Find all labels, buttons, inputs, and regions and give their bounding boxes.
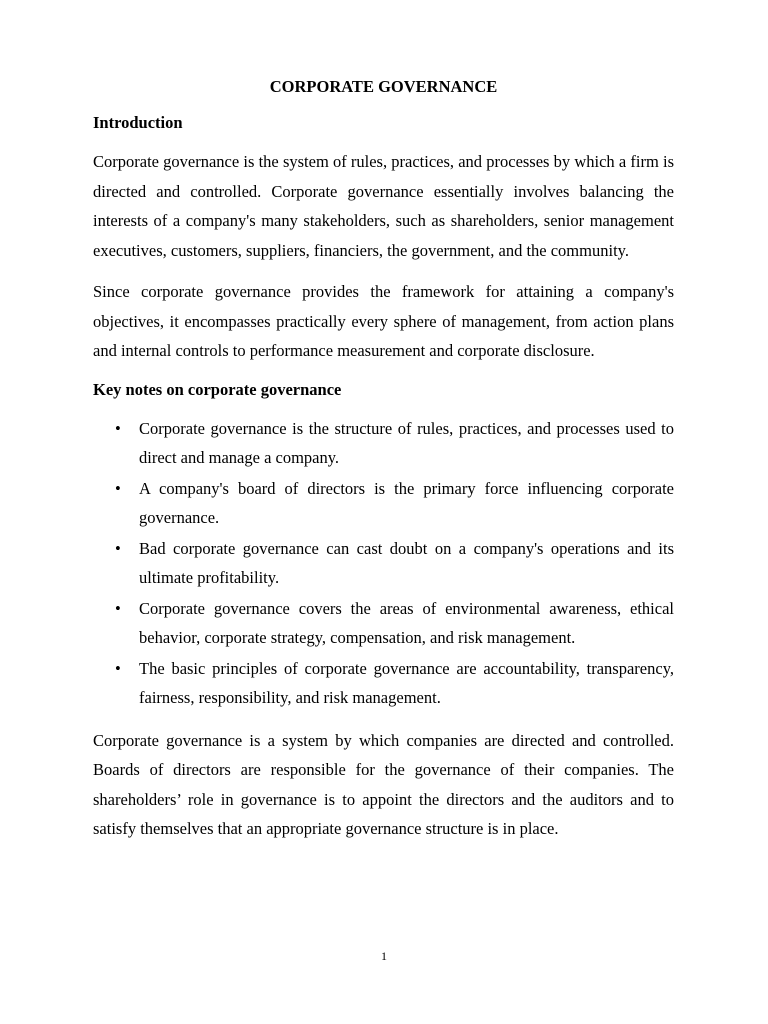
list-item — [93, 594, 674, 653]
intro-paragraph-2: Since corporate governance provides the framework for attaining a company's objectives, it encompasses practically every sphere of management, from action plans and internal controls to performance measurement and corporate disclosure. — [93, 282, 674, 360]
intro-paragraph-1: Corporate governance is the system of rules, practices, and processes by which a firm is directed and controlled. Corporate governance essentially involves balancing the interests of a company's many stakeholders, such as shareholders, senior management executives, customers, suppliers, financiers, the government, and the community. — [93, 152, 674, 260]
bullet-icon: • — [115, 418, 121, 438]
bullet-icon: • — [115, 478, 121, 498]
introduction-heading: Introduction — [93, 113, 183, 132]
page-number: 1 — [381, 949, 387, 963]
key-notes-heading: Key notes on corporate governance — [93, 379, 342, 399]
document-body — [93, 75, 674, 856]
bullet-icon: • — [115, 598, 121, 618]
list-item-text: Corporate governance is the structure of rules, practices, and processes used to direct and manage a company. — [139, 418, 674, 467]
list-item-text: Corporate governance covers the areas of environmental awareness, ethical behavior, corporate strategy, compensation, and risk management. — [139, 598, 674, 647]
document-title: CORPORATE GOVERNANCE — [269, 77, 498, 96]
list-item-text: The basic principles of corporate governance are accountability, transparency, fairness, responsibility, and risk management. — [139, 658, 674, 707]
list-item — [93, 414, 674, 473]
list-item — [93, 654, 674, 713]
key-notes-list — [93, 414, 674, 713]
bullet-icon: • — [115, 658, 121, 678]
closing-paragraph: Corporate governance is a system by which companies are directed and controlled. Boards of directors are responsible for the governance of their companies. The shareholders’ role in governance is to appoint the directors and the auditors and to satisfy themselves that an appropriate governance structure is in place. — [93, 730, 674, 838]
list-item — [93, 474, 674, 533]
list-item-text: Bad corporate governance can cast doubt on a company's operations and its ultimate profitability. — [139, 538, 674, 587]
bullet-icon: • — [115, 538, 121, 558]
list-item — [93, 534, 674, 593]
list-item-text: A company's board of directors is the primary force influencing corporate governance. — [139, 478, 674, 527]
